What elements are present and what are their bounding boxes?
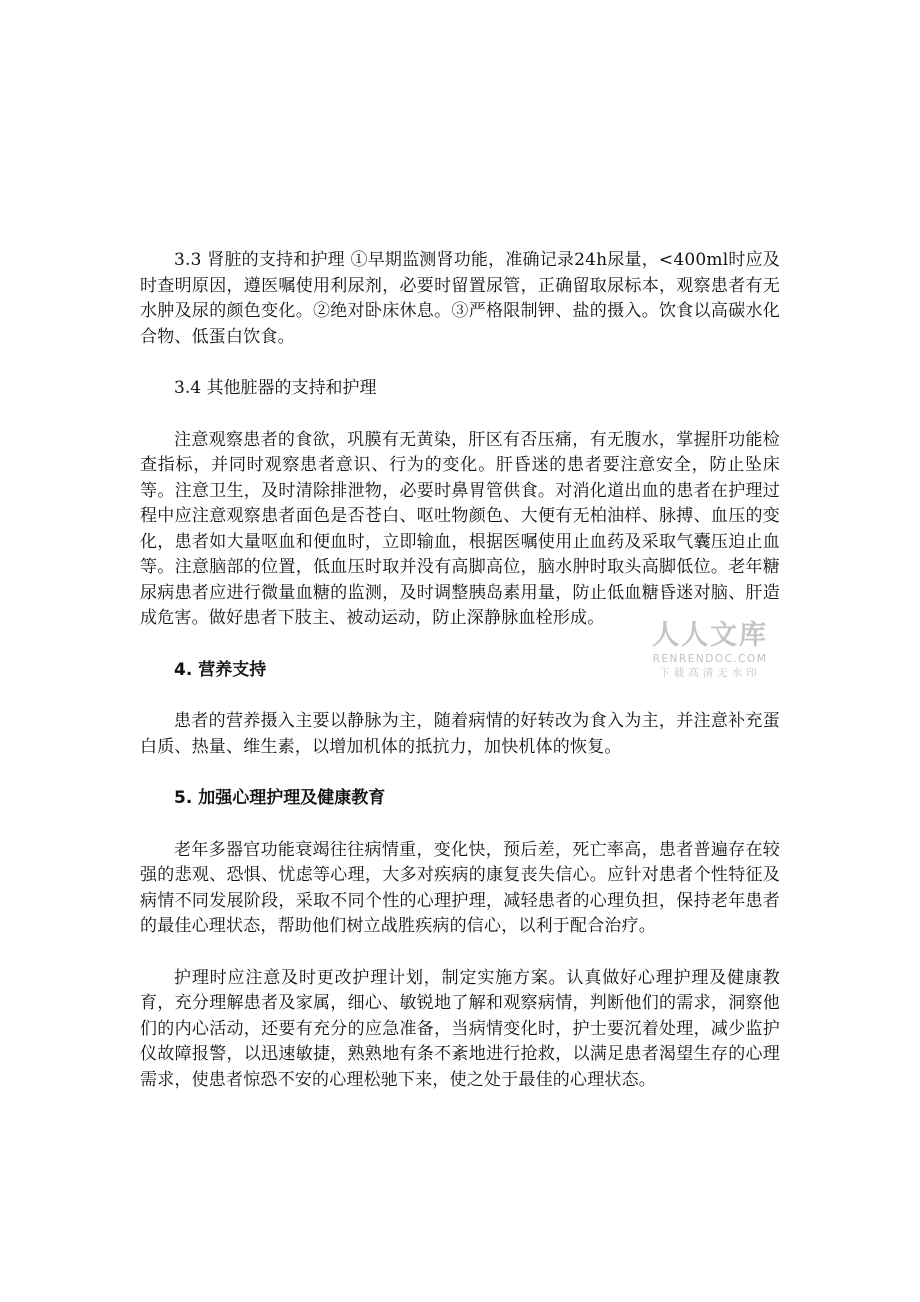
- document-body: [140, 248, 780, 1119]
- watermark-slogan: 下载高清无水印: [659, 667, 761, 679]
- watermark-domain: RENRENDOC.COM: [652, 653, 768, 665]
- section-4-heading: 4. 营养支持: [174, 659, 267, 680]
- section-5-heading: 5. 加强心理护理及健康教育: [174, 788, 386, 808]
- section-4-paragraph: 患者的营养摄入主要以静脉为主，随着病情的好转改为食入为主，并注意补充蛋白质、热量、维生素，以增加机体的抵抗力，加快机体的恢复。: [140, 711, 780, 757]
- section-3-3-paragraph: 3.3 肾脏的支持和护理 ①早期监测肾功能，准确记录24h尿量，<400ml时应及时查明原因，遵医嘱使用利尿剂，必要时留置尿管，正确留取尿标本，观察患者有无水肿及尿的颜色变化。②绝对卧床休息。③严格限制钾、盐的摄入。饮食以高碳水化合物、低蛋白饮食。: [140, 250, 780, 347]
- watermark-title: 人人文库: [652, 620, 768, 651]
- section-5-paragraph-1: 老年多器官功能衰竭往往病情重，变化快，预后差，死亡率高，患者普遍存在较强的悲观、恐惧、忧虑等心理，大多对疾病的康复丧失信心。应针对患者个性特征及病情不同发展阶段，采取不同个性的心理护理，减轻患者的心理负担，保持老年患者的最佳心理状态，帮助他们树立战胜疾病的信心，以利于配合治疗。: [140, 839, 780, 936]
- section-3-4-heading: 3.4 其他脏器的支持和护理: [174, 378, 377, 398]
- section-3-4-paragraph: 注意观察患者的食欲，巩膜有无黄染，肝区有否压痛，有无腹水，掌握肝功能检查指标，并同时观察患者意识、行为的变化。肝昏迷的患者要注意安全，防止坠床等。注意卫生，及时清除排泄物，必要时鼻胃管供食。对消化道出血的患者在护理过程中应注意观察患者面色是否苍白、呕吐物颜色、大便有无柏油样、脉搏、血压的变化，患者如大量呕血和便血时，立即输血，根据医嘱使用止血药及采取气囊压迫止血等。注意脑部的位置，低血压时取并没有高脚高位，脑水肿时取头高脚低位。老年糖尿病患者应进行微量血糖的监测，及时调整胰岛素用量，防止低血糖昏迷对脑、肝造成危害。做好患者下肢主、被动运动，防止深静脉血栓形成。: [140, 429, 780, 628]
- section-5-paragraph-2: 护理时应注意及时更改护理计划，制定实施方案。认真做好心理护理及健康教育，充分理解患者及家属，细心、敏锐地了解和观察病情，判断他们的需求，洞察他们的内心活动，还要有充分的应急准备，当病情变化时，护士要沉着处理，减少监护仪故障报警，以迅速敏捷，熟熟地有条不紊地进行抢救，以满足患者渴望生存的心理需求，使患者惊恐不安的心理松驰下来，使之处于最佳的心理状态。: [140, 967, 780, 1090]
- watermark-logo: [640, 620, 780, 680]
